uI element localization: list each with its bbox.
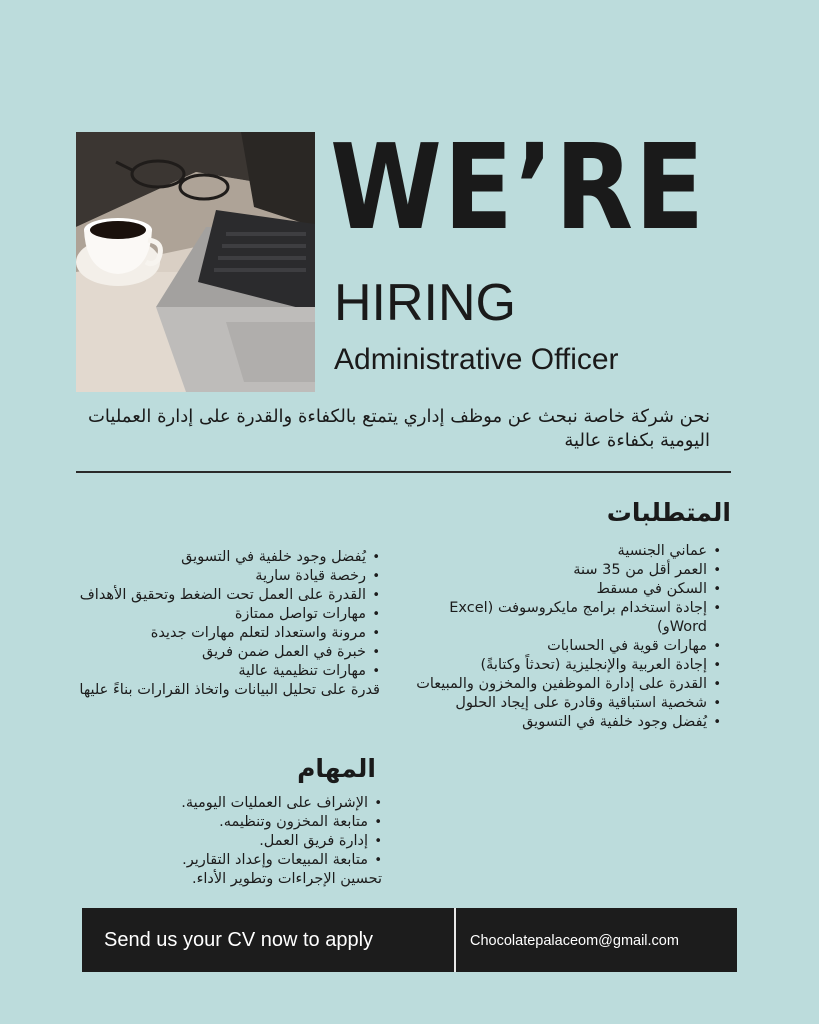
tasks-list bbox=[150, 794, 382, 889]
list-item: • مرونة واستعداد لتعلم مهارات جديدة bbox=[62, 624, 366, 643]
list-item: • القدرة على العمل تحت الضغط وتحقيق الأهداف bbox=[62, 586, 366, 605]
list-item: • العمر أقل من 35 سنة bbox=[402, 561, 707, 580]
list-item: • إجادة العربية والإنجليزية (تحدثاً وكتابةً) bbox=[402, 656, 707, 675]
requirements-list-right bbox=[402, 542, 721, 732]
list-item: • عماني الجنسية bbox=[402, 542, 707, 561]
list-item: • يُفضل وجود خلفية في التسويق bbox=[62, 548, 366, 567]
list-item: • شخصية استباقية وقادرة على إيجاد الحلول bbox=[402, 694, 707, 713]
list-item: • متابعة المخزون وتنظيمه. bbox=[150, 813, 368, 832]
footer-divider bbox=[454, 908, 456, 972]
job-title: Administrative Officer bbox=[334, 343, 619, 376]
list-item: • مهارات قوية في الحسابات bbox=[402, 637, 707, 656]
list-item: • السكن في مسقط bbox=[402, 580, 707, 599]
list-item: • خبرة في العمل ضمن فريق bbox=[62, 643, 366, 662]
list-item: • مهارات تواصل ممتازة bbox=[62, 605, 366, 624]
list-item: • إجادة استخدام برامج مايكروسوفت (Excel Wordو) bbox=[402, 599, 707, 637]
list-item: قدرة على تحليل البيانات واتخاذ القرارات بناءً عليها bbox=[79, 682, 380, 698]
hero-photo bbox=[76, 132, 315, 392]
list-item: تحسين الإجراءات وتطوير الأداء. bbox=[191, 871, 382, 887]
list-item: • الإشراف على العمليات اليومية. bbox=[150, 794, 368, 813]
divider bbox=[76, 471, 731, 473]
tasks-title: المهام bbox=[297, 754, 376, 783]
requirements-list-left bbox=[62, 548, 380, 700]
coffee-cup-icon bbox=[76, 218, 160, 286]
list-item: • رخصة قيادة سارية bbox=[62, 567, 366, 586]
intro-paragraph: نحن شركة خاصة نبحث عن موظف إداري يتمتع بالكفاءة والقدرة على إدارة العمليات اليومية بكفاءة عالية bbox=[87, 406, 710, 451]
list-item: • إدارة فريق العمل. bbox=[150, 832, 368, 851]
list-item: • مهارات تنظيمية عالية bbox=[62, 662, 366, 681]
list-item: • القدرة على إدارة الموظفين والمخزون والمبيعات bbox=[402, 675, 707, 694]
requirements-title: المتطلبات bbox=[606, 498, 731, 527]
footer-bar bbox=[82, 908, 737, 972]
contact-email[interactable]: Chocolatepalaceom@gmail.com bbox=[470, 933, 679, 949]
headline-hiring: HIRING bbox=[334, 274, 516, 332]
list-item: • متابعة المبيعات وإعداد التقارير. bbox=[150, 851, 368, 870]
headline-were: WE’RE bbox=[330, 118, 706, 256]
list-item: • يُفضل وجود خلفية في التسويق bbox=[402, 713, 707, 732]
apply-cta: Send us your CV now to apply bbox=[104, 929, 374, 951]
